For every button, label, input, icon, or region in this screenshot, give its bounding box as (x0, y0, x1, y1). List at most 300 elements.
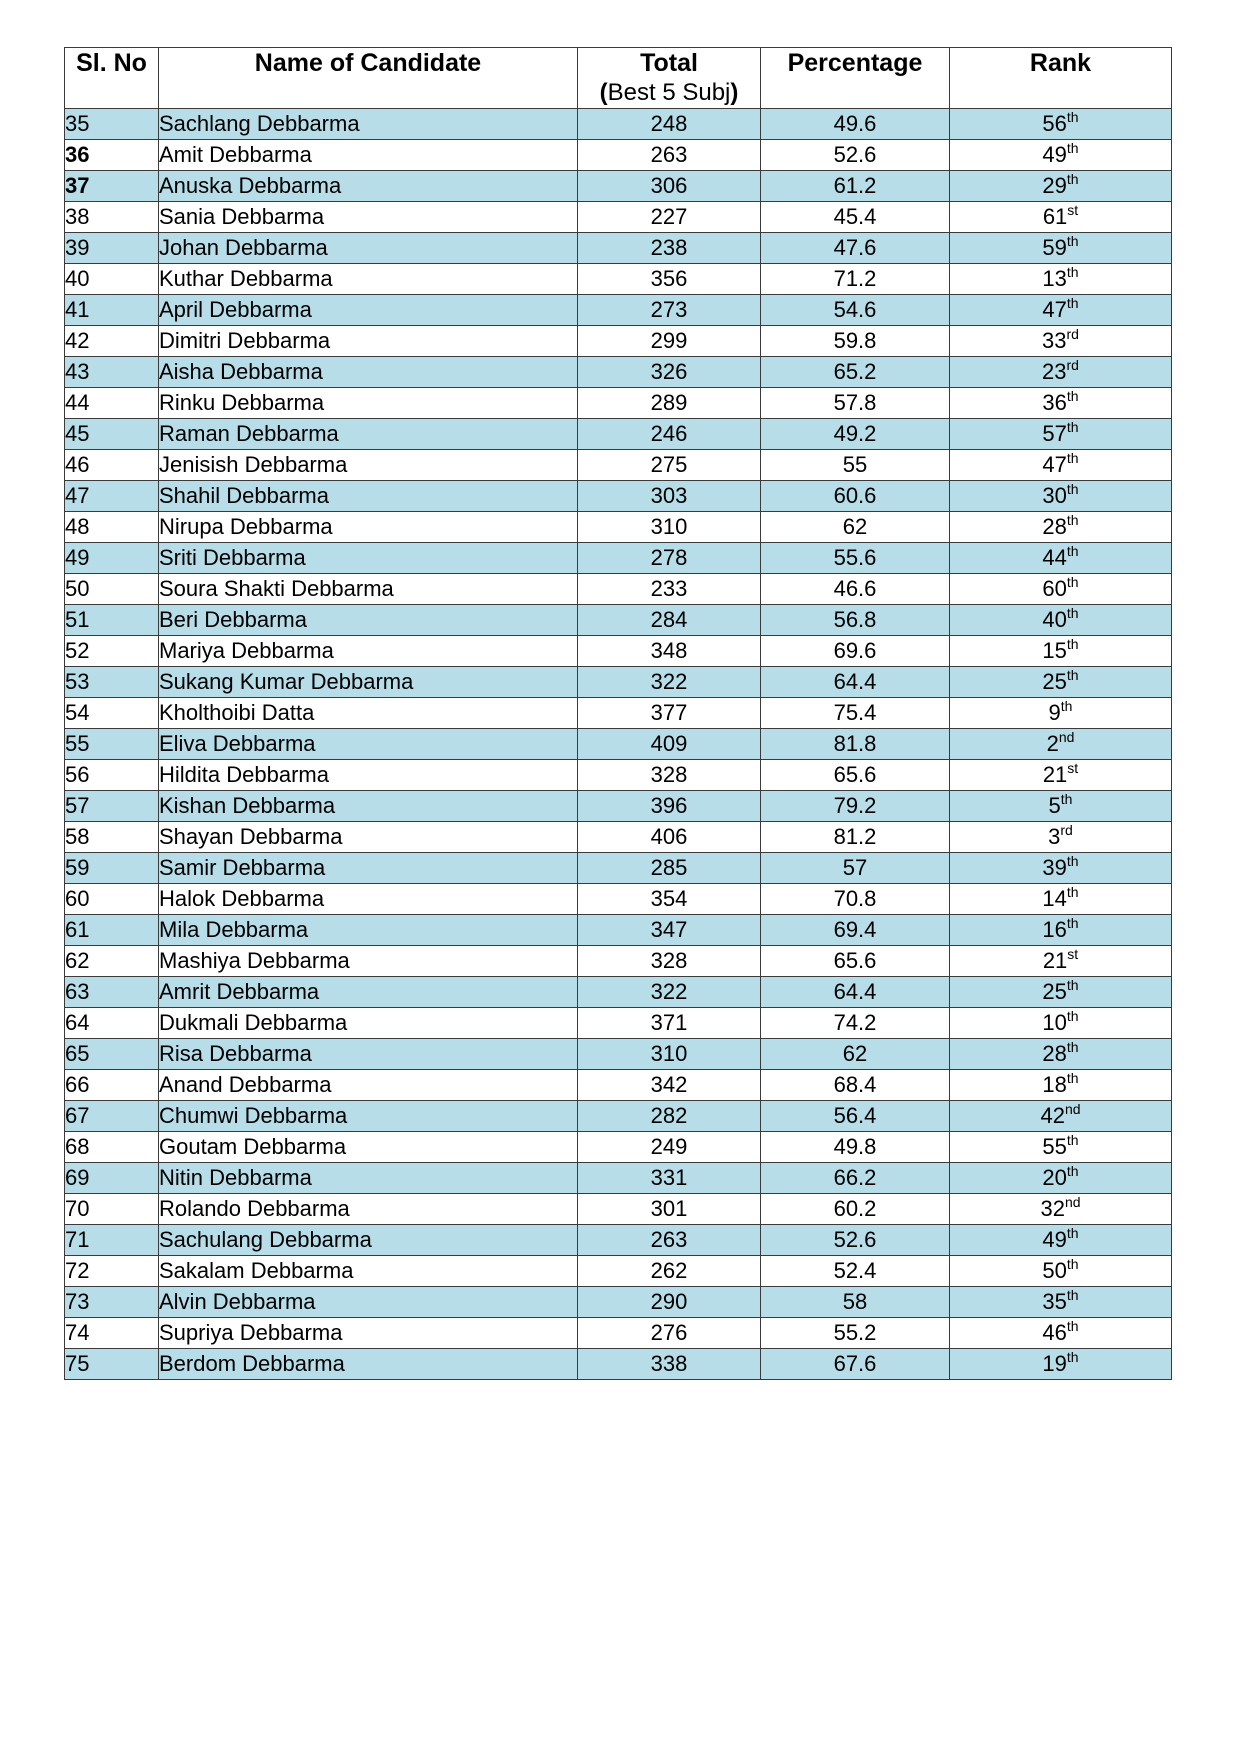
total-cell: 238 (578, 233, 761, 264)
rank-value: 56 (1042, 111, 1067, 136)
candidate-name-cell: Mashiya Debbarma (159, 946, 578, 977)
table-row (65, 605, 1172, 636)
rank-suffix: th (1066, 1287, 1079, 1303)
header-total-label: Total (640, 49, 698, 77)
rank-value: 36 (1042, 390, 1067, 415)
sl-no-cell: 45 (65, 419, 159, 450)
total-cell: 246 (578, 419, 761, 450)
total-cell: 263 (578, 1225, 761, 1256)
total-cell: 322 (578, 667, 761, 698)
rank-cell (950, 1101, 1172, 1132)
candidate-name-cell: Supriya Debbarma (159, 1318, 578, 1349)
total-cell: 377 (578, 698, 761, 729)
table-row (65, 791, 1172, 822)
rank-suffix: th (1066, 667, 1079, 683)
table-row (65, 667, 1172, 698)
rank-cell (950, 977, 1172, 1008)
total-cell: 347 (578, 915, 761, 946)
sl-no-cell: 72 (65, 1256, 159, 1287)
rank-value: 33 (1042, 328, 1067, 353)
total-cell: 284 (578, 605, 761, 636)
header-total-sub (578, 78, 760, 108)
candidate-name-cell: Mila Debbarma (159, 915, 578, 946)
percentage-cell: 60.2 (761, 1194, 950, 1225)
table-row (65, 1287, 1172, 1318)
rank-value: 2 (1046, 731, 1059, 756)
rank-value: 55 (1042, 1134, 1067, 1159)
rank-cell (950, 202, 1172, 233)
sl-no-cell: 63 (65, 977, 159, 1008)
table-row (65, 326, 1172, 357)
sl-no-cell: 53 (65, 667, 159, 698)
table-row (65, 450, 1172, 481)
total-cell: 276 (578, 1318, 761, 1349)
percentage-cell: 57 (761, 853, 950, 884)
sl-no-cell: 36 (65, 140, 159, 171)
total-cell: 328 (578, 760, 761, 791)
total-cell: 248 (578, 109, 761, 140)
table-row (65, 884, 1172, 915)
table-row (65, 388, 1172, 419)
table-row (65, 1225, 1172, 1256)
rank-cell (950, 1256, 1172, 1287)
rank-suffix: th (1066, 574, 1079, 590)
percentage-cell: 65.6 (761, 760, 950, 791)
rank-suffix: th (1066, 1039, 1079, 1055)
sl-no-cell: 64 (65, 1008, 159, 1039)
rank-value: 5 (1048, 793, 1061, 818)
rank-cell (950, 729, 1172, 760)
header-rank: Rank (950, 48, 1172, 109)
sl-no-cell: 38 (65, 202, 159, 233)
table-row (65, 295, 1172, 326)
candidate-name-cell: Sachlang Debbarma (159, 109, 578, 140)
candidate-name-cell: Dukmali Debbarma (159, 1008, 578, 1039)
candidate-name-cell: Alvin Debbarma (159, 1287, 578, 1318)
sl-no-cell: 59 (65, 853, 159, 884)
percentage-cell: 59.8 (761, 326, 950, 357)
candidate-name-cell: Beri Debbarma (159, 605, 578, 636)
total-cell: 273 (578, 295, 761, 326)
rank-value: 46 (1042, 1320, 1067, 1345)
rank-suffix: nd (1058, 729, 1075, 745)
table-row (65, 1008, 1172, 1039)
rank-cell (950, 543, 1172, 574)
candidate-name-cell: Anand Debbarma (159, 1070, 578, 1101)
sl-no-cell: 49 (65, 543, 159, 574)
total-cell: 356 (578, 264, 761, 295)
candidate-name-cell: Sakalam Debbarma (159, 1256, 578, 1287)
percentage-cell: 52.6 (761, 1225, 950, 1256)
table-row (65, 1070, 1172, 1101)
table-row (65, 543, 1172, 574)
rank-suffix: th (1066, 1318, 1079, 1334)
rank-value: 15 (1042, 638, 1067, 663)
rank-suffix: rd (1060, 822, 1073, 838)
rank-cell (950, 140, 1172, 171)
rank-cell (950, 1008, 1172, 1039)
candidate-name-cell: Risa Debbarma (159, 1039, 578, 1070)
total-cell: 290 (578, 1287, 761, 1318)
table-row (65, 202, 1172, 233)
table-row (65, 698, 1172, 729)
total-cell: 310 (578, 512, 761, 543)
percentage-cell: 71.2 (761, 264, 950, 295)
total-cell: 278 (578, 543, 761, 574)
candidate-name-cell: Mariya Debbarma (159, 636, 578, 667)
sl-no-cell: 40 (65, 264, 159, 295)
rank-cell (950, 450, 1172, 481)
table-row (65, 109, 1172, 140)
rank-cell (950, 667, 1172, 698)
sl-no-cell: 41 (65, 295, 159, 326)
sl-no-cell: 55 (65, 729, 159, 760)
table-row (65, 233, 1172, 264)
percentage-cell: 55 (761, 450, 950, 481)
percentage-cell: 49.2 (761, 419, 950, 450)
total-cell: 371 (578, 1008, 761, 1039)
rank-value: 49 (1042, 142, 1067, 167)
rank-value: 35 (1042, 1289, 1067, 1314)
header-name: Name of Candidate (159, 48, 578, 109)
rank-cell (950, 698, 1172, 729)
rank-value: 42 (1040, 1103, 1065, 1128)
rank-value: 23 (1042, 359, 1067, 384)
sl-no-cell: 75 (65, 1349, 159, 1380)
rank-value: 32 (1040, 1196, 1065, 1221)
rank-value: 30 (1042, 483, 1067, 508)
table-row (65, 574, 1172, 605)
rank-cell (950, 326, 1172, 357)
percentage-cell: 65.6 (761, 946, 950, 977)
table-row (65, 915, 1172, 946)
header-row (65, 48, 1172, 109)
total-cell: 275 (578, 450, 761, 481)
total-cell: 263 (578, 140, 761, 171)
table-row (65, 140, 1172, 171)
sl-no-cell: 66 (65, 1070, 159, 1101)
rank-cell (950, 760, 1172, 791)
rank-cell (950, 1070, 1172, 1101)
percentage-cell: 68.4 (761, 1070, 950, 1101)
percentage-cell: 62 (761, 512, 950, 543)
candidate-name-cell: Anuska Debbarma (159, 171, 578, 202)
table-row (65, 481, 1172, 512)
rank-value: 47 (1042, 297, 1067, 322)
rank-suffix: nd (1064, 1101, 1081, 1117)
table-row (65, 357, 1172, 388)
table-row (65, 822, 1172, 853)
header-total-open-paren: ( (599, 79, 608, 106)
percentage-cell: 65.2 (761, 357, 950, 388)
percentage-cell: 49.6 (761, 109, 950, 140)
rank-value: 10 (1042, 1010, 1067, 1035)
candidate-name-cell: Shahil Debbarma (159, 481, 578, 512)
percentage-cell: 54.6 (761, 295, 950, 326)
percentage-cell: 49.8 (761, 1132, 950, 1163)
candidate-name-cell: Goutam Debbarma (159, 1132, 578, 1163)
rank-value: 21 (1042, 948, 1068, 973)
rank-cell (950, 1287, 1172, 1318)
table-row (65, 1349, 1172, 1380)
rank-value: 57 (1042, 421, 1067, 446)
percentage-cell: 81.2 (761, 822, 950, 853)
rank-cell (950, 822, 1172, 853)
sl-no-cell: 67 (65, 1101, 159, 1132)
sl-no-cell: 47 (65, 481, 159, 512)
rank-suffix: th (1066, 388, 1079, 404)
percentage-cell: 67.6 (761, 1349, 950, 1380)
results-table (64, 47, 1172, 1380)
candidate-name-cell: Berdom Debbarma (159, 1349, 578, 1380)
rank-suffix: th (1066, 295, 1079, 311)
total-cell: 303 (578, 481, 761, 512)
rank-suffix: th (1066, 1132, 1079, 1148)
rank-cell (950, 915, 1172, 946)
table-body (65, 109, 1172, 1380)
percentage-cell: 64.4 (761, 977, 950, 1008)
rank-suffix: th (1066, 109, 1079, 125)
table-row (65, 1039, 1172, 1070)
sl-no-cell: 48 (65, 512, 159, 543)
header-total (578, 48, 761, 109)
rank-cell (950, 512, 1172, 543)
rank-cell (950, 388, 1172, 419)
table-row (65, 1132, 1172, 1163)
table-header (65, 48, 1172, 109)
candidate-name-cell: Nirupa Debbarma (159, 512, 578, 543)
percentage-cell: 69.4 (761, 915, 950, 946)
table-row (65, 636, 1172, 667)
table-row (65, 419, 1172, 450)
total-cell: 262 (578, 1256, 761, 1287)
rank-value: 29 (1042, 173, 1067, 198)
header-total-close-paren: ) (730, 79, 739, 106)
rank-cell (950, 109, 1172, 140)
sl-no-cell: 42 (65, 326, 159, 357)
candidate-name-cell: Halok Debbarma (159, 884, 578, 915)
candidate-name-cell: April Debbarma (159, 295, 578, 326)
sl-no-cell: 61 (65, 915, 159, 946)
rank-cell (950, 1163, 1172, 1194)
total-cell: 409 (578, 729, 761, 760)
rank-suffix: th (1066, 977, 1079, 993)
percentage-cell: 66.2 (761, 1163, 950, 1194)
sl-no-cell: 43 (65, 357, 159, 388)
total-cell: 406 (578, 822, 761, 853)
candidate-name-cell: Rinku Debbarma (159, 388, 578, 419)
rank-suffix: th (1066, 543, 1079, 559)
header-sl-no: Sl. No (65, 48, 159, 109)
total-cell: 306 (578, 171, 761, 202)
total-cell: 342 (578, 1070, 761, 1101)
table-row (65, 729, 1172, 760)
percentage-cell: 52.4 (761, 1256, 950, 1287)
rank-cell (950, 171, 1172, 202)
percentage-cell: 74.2 (761, 1008, 950, 1039)
rank-suffix: th (1066, 1349, 1079, 1365)
candidate-name-cell: Johan Debbarma (159, 233, 578, 264)
rank-value: 13 (1042, 266, 1067, 291)
sl-no-cell: 35 (65, 109, 159, 140)
rank-value: 18 (1042, 1072, 1067, 1097)
candidate-name-cell: Aisha Debbarma (159, 357, 578, 388)
total-cell: 328 (578, 946, 761, 977)
percentage-cell: 58 (761, 1287, 950, 1318)
rank-suffix: th (1066, 419, 1079, 435)
rank-cell (950, 1132, 1172, 1163)
total-cell: 285 (578, 853, 761, 884)
rank-cell (950, 1194, 1172, 1225)
percentage-cell: 56.4 (761, 1101, 950, 1132)
percentage-cell: 45.4 (761, 202, 950, 233)
percentage-cell: 79.2 (761, 791, 950, 822)
candidate-name-cell: Shayan Debbarma (159, 822, 578, 853)
rank-cell (950, 853, 1172, 884)
candidate-name-cell: Raman Debbarma (159, 419, 578, 450)
rank-suffix: th (1060, 791, 1073, 807)
sl-no-cell: 69 (65, 1163, 159, 1194)
candidate-name-cell: Samir Debbarma (159, 853, 578, 884)
rank-value: 9 (1048, 700, 1061, 725)
percentage-cell: 70.8 (761, 884, 950, 915)
rank-cell (950, 1039, 1172, 1070)
rank-value: 59 (1042, 235, 1067, 260)
rank-suffix: st (1067, 202, 1079, 218)
sl-no-cell: 62 (65, 946, 159, 977)
total-cell: 331 (578, 1163, 761, 1194)
rank-cell (950, 1225, 1172, 1256)
rank-suffix: th (1066, 450, 1079, 466)
rank-value: 3 (1048, 824, 1061, 849)
rank-suffix: th (1066, 1070, 1079, 1086)
sl-no-cell: 50 (65, 574, 159, 605)
sl-no-cell: 73 (65, 1287, 159, 1318)
sl-no-cell: 51 (65, 605, 159, 636)
percentage-cell: 55.6 (761, 543, 950, 574)
candidate-name-cell: Jenisish Debbarma (159, 450, 578, 481)
rank-cell (950, 419, 1172, 450)
rank-suffix: th (1066, 636, 1079, 652)
table-row (65, 760, 1172, 791)
candidate-name-cell: Dimitri Debbarma (159, 326, 578, 357)
candidate-name-cell: Kholthoibi Datta (159, 698, 578, 729)
rank-suffix: rd (1066, 357, 1079, 373)
table-row (65, 977, 1172, 1008)
sl-no-cell: 74 (65, 1318, 159, 1349)
rank-value: 50 (1042, 1258, 1067, 1283)
sl-no-cell: 58 (65, 822, 159, 853)
total-cell: 310 (578, 1039, 761, 1070)
table-row (65, 264, 1172, 295)
rank-suffix: rd (1066, 326, 1079, 342)
rank-suffix: th (1066, 1225, 1079, 1241)
rank-value: 40 (1042, 607, 1067, 632)
percentage-cell: 81.8 (761, 729, 950, 760)
sl-no-cell: 68 (65, 1132, 159, 1163)
sl-no-cell: 57 (65, 791, 159, 822)
table-row (65, 1256, 1172, 1287)
total-cell: 227 (578, 202, 761, 233)
rank-cell (950, 1318, 1172, 1349)
candidate-name-cell: Nitin Debbarma (159, 1163, 578, 1194)
table-row (65, 946, 1172, 977)
rank-suffix: st (1067, 946, 1079, 962)
rank-suffix: th (1066, 171, 1079, 187)
rank-value: 25 (1042, 979, 1067, 1004)
rank-suffix: th (1066, 140, 1079, 156)
table-row (65, 1194, 1172, 1225)
rank-value: 60 (1042, 576, 1067, 601)
total-cell: 326 (578, 357, 761, 388)
percentage-cell: 62 (761, 1039, 950, 1070)
candidate-name-cell: Amit Debbarma (159, 140, 578, 171)
rank-value: 20 (1042, 1165, 1067, 1190)
total-cell: 282 (578, 1101, 761, 1132)
sl-no-cell: 71 (65, 1225, 159, 1256)
rank-value: 28 (1042, 514, 1067, 539)
sl-no-cell: 60 (65, 884, 159, 915)
percentage-cell: 56.8 (761, 605, 950, 636)
rank-value: 61 (1042, 204, 1068, 229)
rank-suffix: th (1066, 915, 1079, 931)
total-cell: 233 (578, 574, 761, 605)
total-cell: 301 (578, 1194, 761, 1225)
rank-cell (950, 295, 1172, 326)
rank-value: 44 (1042, 545, 1067, 570)
rank-suffix: th (1066, 481, 1079, 497)
total-cell: 354 (578, 884, 761, 915)
candidate-name-cell: Sania Debbarma (159, 202, 578, 233)
total-cell: 249 (578, 1132, 761, 1163)
percentage-cell: 57.8 (761, 388, 950, 419)
rank-suffix: th (1066, 853, 1079, 869)
sl-no-cell: 70 (65, 1194, 159, 1225)
rank-suffix: th (1066, 512, 1079, 528)
percentage-cell: 46.6 (761, 574, 950, 605)
total-cell: 348 (578, 636, 761, 667)
rank-suffix: th (1066, 1256, 1079, 1272)
percentage-cell: 52.6 (761, 140, 950, 171)
candidate-name-cell: Sachulang Debbarma (159, 1225, 578, 1256)
table-row (65, 171, 1172, 202)
sl-no-cell: 37 (65, 171, 159, 202)
sl-no-cell: 52 (65, 636, 159, 667)
sl-no-cell: 56 (65, 760, 159, 791)
total-cell: 289 (578, 388, 761, 419)
total-cell: 396 (578, 791, 761, 822)
rank-cell (950, 636, 1172, 667)
percentage-cell: 61.2 (761, 171, 950, 202)
rank-value: 19 (1042, 1351, 1067, 1376)
rank-cell (950, 605, 1172, 636)
candidate-name-cell: Hildita Debbarma (159, 760, 578, 791)
header-total-sub-label: Best 5 Subj (607, 79, 731, 106)
percentage-cell: 55.2 (761, 1318, 950, 1349)
table-row (65, 1101, 1172, 1132)
rank-suffix: th (1060, 698, 1073, 714)
candidate-name-cell: Kuthar Debbarma (159, 264, 578, 295)
percentage-cell: 75.4 (761, 698, 950, 729)
rank-value: 47 (1042, 452, 1067, 477)
rank-suffix: th (1066, 1163, 1079, 1179)
rank-value: 16 (1042, 917, 1067, 942)
rank-value: 28 (1042, 1041, 1067, 1066)
sl-no-cell: 46 (65, 450, 159, 481)
percentage-cell: 64.4 (761, 667, 950, 698)
table-row (65, 512, 1172, 543)
rank-value: 39 (1042, 855, 1067, 880)
